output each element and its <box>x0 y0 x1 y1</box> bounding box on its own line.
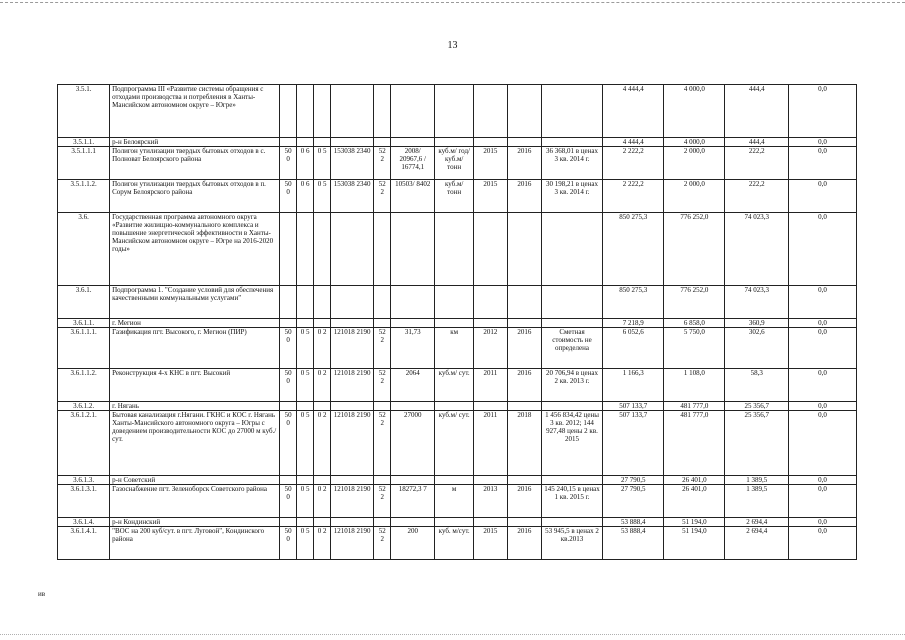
cell-item-name: р-н Белоярский <box>110 138 280 147</box>
cell-code-d: 121018 2190 <box>331 411 374 476</box>
table-row <box>58 328 857 369</box>
cell-federal-amount: 5 750,0 <box>664 328 725 369</box>
cell-capacity: 27000 <box>391 411 435 476</box>
cell-federal-amount: 4 000,0 <box>664 85 725 138</box>
cell-code-e <box>374 85 391 138</box>
cell-total-amount: 7 218,9 <box>603 319 664 328</box>
table-row <box>58 402 857 411</box>
cell-total-amount: 2 222,2 <box>603 180 664 213</box>
cell-code-e: 52 2 <box>374 147 391 180</box>
scan-edge-bottom <box>0 634 905 635</box>
cell-regional-amount: 2 694,4 <box>725 527 788 560</box>
cell-code-c <box>314 319 331 328</box>
cell-estimated-cost: 145 240,15 в ценах 1 кв. 2015 г. <box>541 485 602 518</box>
cell-item-name: Государственная программа автономного округа «Развитие жилищно-коммунального комплекса и повышение энергетической эффективности в Ханты-Мансийском автономном округе – Югре на 2016-2020 годы» <box>110 213 280 286</box>
cell-end-year: 2016 <box>507 485 541 518</box>
cell-start-year: 2015 <box>473 147 507 180</box>
cell-code-d: 153038 2340 <box>331 180 374 213</box>
cell-item-code: 3.6.1.4. <box>58 518 110 527</box>
cell-local-amount: 0,0 <box>788 328 856 369</box>
cell-total-amount: 6 052,6 <box>603 328 664 369</box>
cell-end-year <box>507 518 541 527</box>
cell-start-year <box>473 518 507 527</box>
cell-item-code: 3.5.1.1. <box>58 138 110 147</box>
cell-code-a <box>280 286 297 319</box>
cell-code-c: 0 5 <box>314 147 331 180</box>
cell-end-year: 2016 <box>507 527 541 560</box>
cell-unit <box>435 476 474 485</box>
cell-federal-amount: 6 858,0 <box>664 319 725 328</box>
page-number: 13 <box>447 40 458 51</box>
cell-regional-amount: 222,2 <box>725 180 788 213</box>
cell-start-year: 2012 <box>473 328 507 369</box>
cell-capacity: 10503/ 8402 <box>391 180 435 213</box>
cell-end-year <box>507 85 541 138</box>
cell-local-amount: 0,0 <box>788 138 856 147</box>
table-row <box>58 411 857 476</box>
cell-end-year <box>507 476 541 485</box>
cell-unit: куб.м/ сут. <box>435 411 474 476</box>
cell-code-b <box>297 286 314 319</box>
cell-item-code: 3.6.1.1.1. <box>58 328 110 369</box>
cell-code-b: 0 5 <box>297 411 314 476</box>
cell-item-code: 3.6.1.2.1. <box>58 411 110 476</box>
cell-total-amount: 507 133,7 <box>603 402 664 411</box>
cell-local-amount: 0,0 <box>788 180 856 213</box>
cell-code-d: 121018 2190 <box>331 328 374 369</box>
cell-code-e <box>374 402 391 411</box>
cell-capacity: 200 <box>391 527 435 560</box>
cell-code-b: 0 5 <box>297 328 314 369</box>
cell-start-year <box>473 286 507 319</box>
cell-federal-amount: 776 252,0 <box>664 286 725 319</box>
cell-code-e <box>374 518 391 527</box>
cell-code-e: 52 2 <box>374 527 391 560</box>
cell-capacity <box>391 319 435 328</box>
cell-total-amount: 850 275,3 <box>603 286 664 319</box>
cell-start-year <box>473 319 507 328</box>
cell-code-c: 0 2 <box>314 369 331 402</box>
cell-start-year <box>473 85 507 138</box>
cell-regional-amount: 302,6 <box>725 328 788 369</box>
cell-code-a <box>280 213 297 286</box>
cell-item-name: р-н Кондинский <box>110 518 280 527</box>
cell-start-year: 2011 <box>473 411 507 476</box>
table-row <box>58 286 857 319</box>
cell-capacity: 31,73 <box>391 328 435 369</box>
cell-code-a <box>280 319 297 328</box>
table-row <box>58 485 857 518</box>
cell-estimated-cost <box>541 476 602 485</box>
table-row <box>58 476 857 485</box>
cell-code-b <box>297 138 314 147</box>
cell-code-b <box>297 319 314 328</box>
cell-code-e: 52 2 <box>374 328 391 369</box>
cell-local-amount: 0,0 <box>788 411 856 476</box>
cell-start-year: 2015 <box>473 527 507 560</box>
cell-code-e <box>374 138 391 147</box>
cell-code-b <box>297 518 314 527</box>
cell-capacity: 2008/ 20967,6 / 16774,1 <box>391 147 435 180</box>
cell-estimated-cost <box>541 85 602 138</box>
cell-code-b <box>297 213 314 286</box>
cell-item-code: 3.6.1.3. <box>58 476 110 485</box>
cell-total-amount: 1 166,3 <box>603 369 664 402</box>
cell-total-amount: 53 888,4 <box>603 518 664 527</box>
cell-item-name: Газификация пгт. Высокого, г. Мегион (ПИР) <box>110 328 280 369</box>
cell-total-amount: 4 444,4 <box>603 138 664 147</box>
cell-unit <box>435 402 474 411</box>
budget-table <box>57 84 857 560</box>
table-row <box>58 180 857 213</box>
cell-code-e: 52 2 <box>374 180 391 213</box>
cell-regional-amount: 74 023,3 <box>725 213 788 286</box>
cell-local-amount: 0,0 <box>788 286 856 319</box>
cell-item-name: Подпрограмма III «Развитие системы обращения с отходами производства и потребления в Ханты-Мансийском автономном округе – Югре» <box>110 85 280 138</box>
cell-code-b <box>297 402 314 411</box>
table-row <box>58 147 857 180</box>
cell-regional-amount: 25 356,7 <box>725 402 788 411</box>
cell-unit: куб. м/сут. <box>435 527 474 560</box>
cell-item-code: 3.6.1.1. <box>58 319 110 328</box>
cell-local-amount: 0,0 <box>788 213 856 286</box>
cell-item-code: 3.5.1.1.2. <box>58 180 110 213</box>
cell-code-d <box>331 286 374 319</box>
cell-code-c <box>314 286 331 319</box>
cell-start-year <box>473 213 507 286</box>
cell-federal-amount: 26 401,0 <box>664 485 725 518</box>
cell-code-b: 0 6 <box>297 147 314 180</box>
cell-estimated-cost <box>541 319 602 328</box>
cell-item-name: Полигон утилизации твердых бытовых отходов в п. Сорум Белоярского района <box>110 180 280 213</box>
table-row <box>58 138 857 147</box>
cell-code-e <box>374 319 391 328</box>
cell-regional-amount: 1 389,5 <box>725 485 788 518</box>
cell-item-code: 3.6.1.4.1. <box>58 527 110 560</box>
cell-unit: м <box>435 485 474 518</box>
cell-local-amount: 0,0 <box>788 147 856 180</box>
cell-code-d <box>331 476 374 485</box>
cell-regional-amount: 360,9 <box>725 319 788 328</box>
table-row <box>58 319 857 328</box>
cell-code-d <box>331 213 374 286</box>
cell-unit: км <box>435 328 474 369</box>
cell-item-name: Подпрограмма 1. "Создание условий для обеспечения качественными коммунальными услугами" <box>110 286 280 319</box>
table-row <box>58 369 857 402</box>
table-row <box>58 527 857 560</box>
cell-item-name: "ВОС на 200 куб/сут. в пгт. Луговой", Кондинского района <box>110 527 280 560</box>
cell-code-e <box>374 213 391 286</box>
cell-code-e <box>374 476 391 485</box>
cell-code-d <box>331 402 374 411</box>
cell-estimated-cost: 53 945,5 в ценах 2 кв.2013 <box>541 527 602 560</box>
cell-end-year <box>507 213 541 286</box>
cell-code-c <box>314 476 331 485</box>
cell-federal-amount: 26 401,0 <box>664 476 725 485</box>
cell-capacity <box>391 138 435 147</box>
cell-total-amount: 4 444,4 <box>603 85 664 138</box>
cell-federal-amount: 776 252,0 <box>664 213 725 286</box>
footer-mark: ив <box>38 590 46 598</box>
cell-local-amount: 0,0 <box>788 527 856 560</box>
cell-code-d: 121018 2190 <box>331 527 374 560</box>
cell-local-amount: 0,0 <box>788 402 856 411</box>
cell-code-c: 0 2 <box>314 485 331 518</box>
cell-code-a: 50 0 <box>280 369 297 402</box>
cell-end-year: 2016 <box>507 369 541 402</box>
cell-code-b: 0 5 <box>297 369 314 402</box>
cell-federal-amount: 51 194,0 <box>664 527 725 560</box>
cell-item-code: 3.6.1.3.1. <box>58 485 110 518</box>
cell-end-year: 2016 <box>507 180 541 213</box>
cell-code-b: 0 5 <box>297 485 314 518</box>
cell-unit <box>435 286 474 319</box>
cell-code-a: 50 0 <box>280 180 297 213</box>
cell-total-amount: 507 133,7 <box>603 411 664 476</box>
cell-start-year <box>473 138 507 147</box>
cell-code-a <box>280 476 297 485</box>
cell-total-amount: 53 888,4 <box>603 527 664 560</box>
cell-end-year: 2016 <box>507 328 541 369</box>
cell-estimated-cost: 20 706,94 в ценах 2 кв. 2013 г. <box>541 369 602 402</box>
cell-local-amount: 0,0 <box>788 476 856 485</box>
cell-code-e: 52 2 <box>374 411 391 476</box>
cell-unit: куб.м/ тонн <box>435 180 474 213</box>
cell-federal-amount: 2 000,0 <box>664 147 725 180</box>
cell-regional-amount: 444,4 <box>725 85 788 138</box>
cell-item-code: 3.6.1.1.2. <box>58 369 110 402</box>
cell-code-d <box>331 138 374 147</box>
cell-estimated-cost <box>541 138 602 147</box>
cell-federal-amount: 1 108,0 <box>664 369 725 402</box>
cell-item-code: 3.5.1. <box>58 85 110 138</box>
cell-code-d: 153038 2340 <box>331 147 374 180</box>
cell-local-amount: 0,0 <box>788 518 856 527</box>
cell-code-d: 121018 2190 <box>331 369 374 402</box>
cell-regional-amount: 2 694,4 <box>725 518 788 527</box>
cell-code-c: 0 2 <box>314 527 331 560</box>
cell-item-name: г. Мегион <box>110 319 280 328</box>
cell-regional-amount: 222,2 <box>725 147 788 180</box>
cell-code-b: 0 5 <box>297 527 314 560</box>
cell-estimated-cost <box>541 286 602 319</box>
budget-table-body <box>58 85 857 560</box>
cell-code-b <box>297 85 314 138</box>
scan-edge-top <box>0 2 905 3</box>
cell-unit: куб.м/ год/ куб.м/ тонн <box>435 147 474 180</box>
cell-end-year <box>507 286 541 319</box>
cell-regional-amount: 25 356,7 <box>725 411 788 476</box>
cell-total-amount: 27 790,5 <box>603 485 664 518</box>
cell-code-a <box>280 402 297 411</box>
cell-capacity: 2064 <box>391 369 435 402</box>
cell-end-year: 2016 <box>507 147 541 180</box>
cell-total-amount: 27 790,5 <box>603 476 664 485</box>
cell-item-name: Газоснабжение пгт. Зеленоборск Советского района <box>110 485 280 518</box>
cell-code-a <box>280 518 297 527</box>
cell-estimated-cost: 30 198,21 в ценах 3 кв. 2014 г. <box>541 180 602 213</box>
cell-code-e: 52 2 <box>374 369 391 402</box>
cell-code-e: 52 2 <box>374 485 391 518</box>
cell-code-a: 50 0 <box>280 485 297 518</box>
cell-total-amount: 850 275,3 <box>603 213 664 286</box>
cell-code-c: 0 5 <box>314 180 331 213</box>
cell-item-name: Полигон утилизации твердых бытовых отходов в с. Полноват Белоярского района <box>110 147 280 180</box>
cell-code-a <box>280 138 297 147</box>
cell-item-name: р-н Советский <box>110 476 280 485</box>
cell-code-c: 0 2 <box>314 411 331 476</box>
cell-federal-amount: 4 000,0 <box>664 138 725 147</box>
table-row <box>58 85 857 138</box>
cell-total-amount: 2 222,2 <box>603 147 664 180</box>
cell-capacity <box>391 476 435 485</box>
cell-estimated-cost <box>541 213 602 286</box>
cell-unit <box>435 213 474 286</box>
cell-code-c <box>314 138 331 147</box>
cell-federal-amount: 481 777,0 <box>664 402 725 411</box>
cell-item-code: 3.6.1. <box>58 286 110 319</box>
cell-local-amount: 0,0 <box>788 319 856 328</box>
cell-capacity <box>391 213 435 286</box>
cell-item-code: 3.6.1.2. <box>58 402 110 411</box>
cell-end-year <box>507 402 541 411</box>
cell-capacity <box>391 286 435 319</box>
cell-end-year <box>507 138 541 147</box>
cell-capacity <box>391 518 435 527</box>
cell-start-year <box>473 402 507 411</box>
cell-unit <box>435 85 474 138</box>
cell-estimated-cost: Сметная стоимость не определена <box>541 328 602 369</box>
cell-code-a <box>280 85 297 138</box>
cell-local-amount: 0,0 <box>788 369 856 402</box>
cell-unit <box>435 319 474 328</box>
cell-estimated-cost: 36 368,01 в ценах 3 кв. 2014 г. <box>541 147 602 180</box>
cell-code-d <box>331 518 374 527</box>
cell-item-code: 3.6. <box>58 213 110 286</box>
cell-local-amount: 0,0 <box>788 85 856 138</box>
cell-code-c <box>314 85 331 138</box>
cell-item-code: 3.5.1.1.1 <box>58 147 110 180</box>
cell-federal-amount: 2 000,0 <box>664 180 725 213</box>
cell-estimated-cost <box>541 518 602 527</box>
cell-estimated-cost: 1 456 834,42 цены 3 кв. 2012; 144 927,48 цены 2 кв. 2015 <box>541 411 602 476</box>
cell-end-year <box>507 319 541 328</box>
cell-estimated-cost <box>541 402 602 411</box>
table-row <box>58 518 857 527</box>
cell-item-name: Бытовая канализация г.Нягани. ГКНС и КОС г. Нягань Ханты-Мансийского автономного округа – Югры с доведением производительности КОС до 27000 м куб./сут. <box>110 411 280 476</box>
cell-code-c <box>314 402 331 411</box>
cell-code-a: 50 0 <box>280 328 297 369</box>
cell-code-e <box>374 286 391 319</box>
cell-code-c <box>314 518 331 527</box>
cell-code-b <box>297 476 314 485</box>
cell-unit <box>435 518 474 527</box>
cell-regional-amount: 74 023,3 <box>725 286 788 319</box>
cell-federal-amount: 481 777,0 <box>664 411 725 476</box>
cell-capacity <box>391 402 435 411</box>
cell-code-d <box>331 319 374 328</box>
cell-start-year: 2013 <box>473 485 507 518</box>
cell-start-year: 2011 <box>473 369 507 402</box>
cell-regional-amount: 444,4 <box>725 138 788 147</box>
cell-code-a: 50 0 <box>280 411 297 476</box>
cell-federal-amount: 51 194,0 <box>664 518 725 527</box>
cell-capacity: 18272,3 7 <box>391 485 435 518</box>
cell-code-b: 0 6 <box>297 180 314 213</box>
cell-start-year <box>473 476 507 485</box>
cell-code-c: 0 2 <box>314 328 331 369</box>
cell-code-c <box>314 213 331 286</box>
cell-code-a: 50 0 <box>280 527 297 560</box>
cell-regional-amount: 1 389,5 <box>725 476 788 485</box>
cell-item-name: Реконструкция 4-х КНС в пгт. Высокий <box>110 369 280 402</box>
cell-code-d: 121018 2190 <box>331 485 374 518</box>
cell-unit <box>435 138 474 147</box>
cell-capacity <box>391 85 435 138</box>
cell-code-a: 50 0 <box>280 147 297 180</box>
cell-start-year: 2015 <box>473 180 507 213</box>
cell-code-d <box>331 85 374 138</box>
cell-item-name: г. Нягань <box>110 402 280 411</box>
cell-unit: куб.м/ сут. <box>435 369 474 402</box>
cell-local-amount: 0,0 <box>788 485 856 518</box>
cell-end-year: 2018 <box>507 411 541 476</box>
table-row <box>58 213 857 286</box>
cell-regional-amount: 58,3 <box>725 369 788 402</box>
